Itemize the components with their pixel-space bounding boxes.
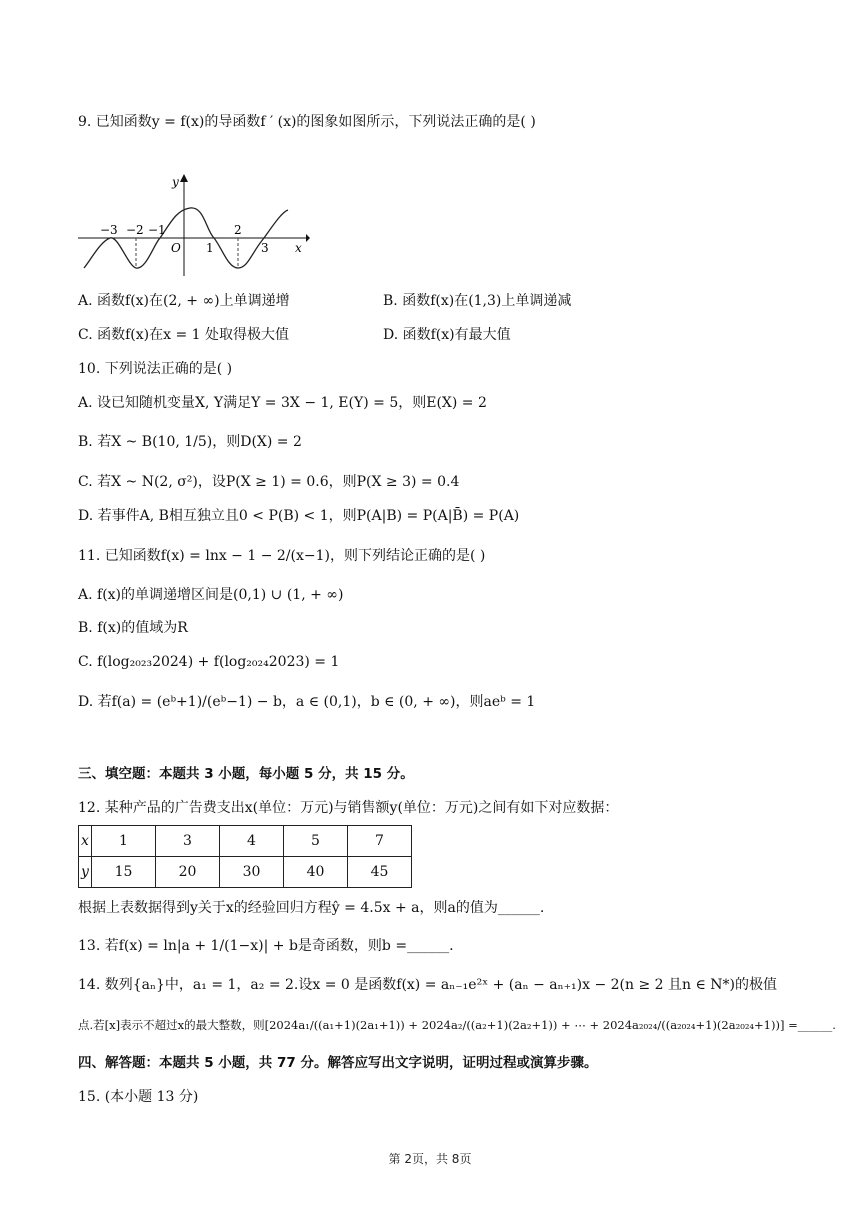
q9-option-d: D. 函数f(x)有最大值 <box>383 327 511 343</box>
derivative-graph <box>78 172 310 276</box>
q11-option-c: C. f(log₂₀₂₃2024) + f(log₂₀₂₄2023) = 1 <box>78 654 340 670</box>
tick-plus2: 2 <box>234 223 242 237</box>
table-cell: 7 <box>348 826 412 857</box>
q9-option-c: C. 函数f(x)在x = 1 处取得极大值 <box>78 327 289 343</box>
q10-option-b: B. 若X ~ B(10, 1/5)，则D(X) = 2 <box>78 434 302 450</box>
q11-stem: 11. 已知函数f(x) = lnx − 1 − 2/(x−1)，则下列结论正确的是( ) <box>78 548 486 564</box>
q11-option-d: D. 若f(a) = (eᵇ+1)/(eᵇ−1) − b，a ∈ (0,1)，b ∈ (0, + ∞)，则aeᵇ = 1 <box>78 694 536 710</box>
table-cell: 4 <box>220 826 284 857</box>
section-4-heading: 四、解答题：本题共 5 小题，共 77 分。解答应写出文字说明，证明过程或演算步骤。 <box>78 1055 598 1071</box>
table-cell: 1 <box>92 826 156 857</box>
origin-label: O <box>171 241 181 255</box>
table-row-x <box>79 826 412 857</box>
table-cell: 40 <box>284 857 348 888</box>
q10-option-c: C. 若X ~ N(2, σ²)，设P(X ≥ 1) = 0.6，则P(X ≥ 3) = 0.4 <box>78 474 460 490</box>
q9-stem: 9. 已知函数y = f(x)的导函数f ′ (x)的图象如图所示，下列说法正确的是( ) <box>78 114 536 130</box>
tick-minus3: −3 <box>100 223 118 237</box>
y-axis-arrow <box>180 174 188 182</box>
q10-option-a: A. 设已知随机变量X, Y满足Y = 3X − 1, E(Y) = 5，则E(X) = 2 <box>78 395 487 411</box>
q14-line1: 14. 数列{aₙ}中，a₁ = 1，a₂ = 2.设x = 0 是函数f(x) = aₙ₋₁e²ˣ + (aₙ − aₙ₊₁)x − 2(n ≥ 2 且n ∈ N*)的极值 <box>78 977 778 993</box>
q10-option-d: D. 若事件A, B相互独立且0 < P(B) < 1，则P(A|B) = P(A|B̄) = P(A) <box>78 508 520 524</box>
q13-text: 13. 若f(x) = ln|a + 1/(1−x)| + b是奇函数，则b =______. <box>78 938 454 954</box>
x-axis-arrow <box>306 234 310 242</box>
q11-option-a: A. f(x)的单调递增区间是(0,1) ∪ (1, + ∞) <box>78 587 344 603</box>
tick-minus2: −2 <box>126 223 144 237</box>
table-cell: 3 <box>156 826 220 857</box>
tick-plus1: 1 <box>206 241 214 255</box>
table-cell: 15 <box>92 857 156 888</box>
tick-plus3: 3 <box>261 241 269 255</box>
x-axis-label: x <box>295 241 302 255</box>
q10-stem: 10. 下列说法正确的是( ) <box>78 361 233 377</box>
table-cell-header: y <box>79 857 92 888</box>
section-3-heading: 三、填空题：本题共 3 小题，每小题 5 分，共 15 分。 <box>78 766 414 782</box>
y-axis-label: y <box>172 175 179 189</box>
q12-after-table: 根据上表数据得到y关于x的经验回归方程ŷ = 4.5x + a，则a的值为______. <box>78 900 545 916</box>
table-cell: 30 <box>220 857 284 888</box>
table-cell-header: x <box>79 826 92 857</box>
q15-text: 15. (本小题 13 分) <box>78 1089 199 1105</box>
q12-data-table <box>78 825 412 888</box>
page-footer: 第 2页，共 8页 <box>388 1152 472 1166</box>
q9-option-a: A. 函数f(x)在(2, + ∞)上单调递增 <box>78 293 290 309</box>
table-cell: 5 <box>284 826 348 857</box>
table-cell: 20 <box>156 857 220 888</box>
table-row-y <box>79 857 412 888</box>
q14-line2: 点.若[x]表示不超过x的最大整数，则[2024a₁/((a₁+1)(2a₁+1)) + 2024a₂/((a₂+1)(2a₂+1)) + ⋯ + 2024a₂₀₂₄/((a₂₀₂₄+1)(2a₂₀₂₄+1))] =______. <box>78 1018 836 1032</box>
q11-option-b: B. f(x)的值域为R <box>78 620 188 636</box>
q9-option-b: B. 函数f(x)在(1,3)上单调递减 <box>383 293 572 309</box>
tick-minus1: −1 <box>148 223 166 237</box>
table-cell: 45 <box>348 857 412 888</box>
q12-stem: 12. 某种产品的广告费支出x(单位：万元)与销售额y(单位：万元)之间有如下对应数据： <box>78 800 619 816</box>
